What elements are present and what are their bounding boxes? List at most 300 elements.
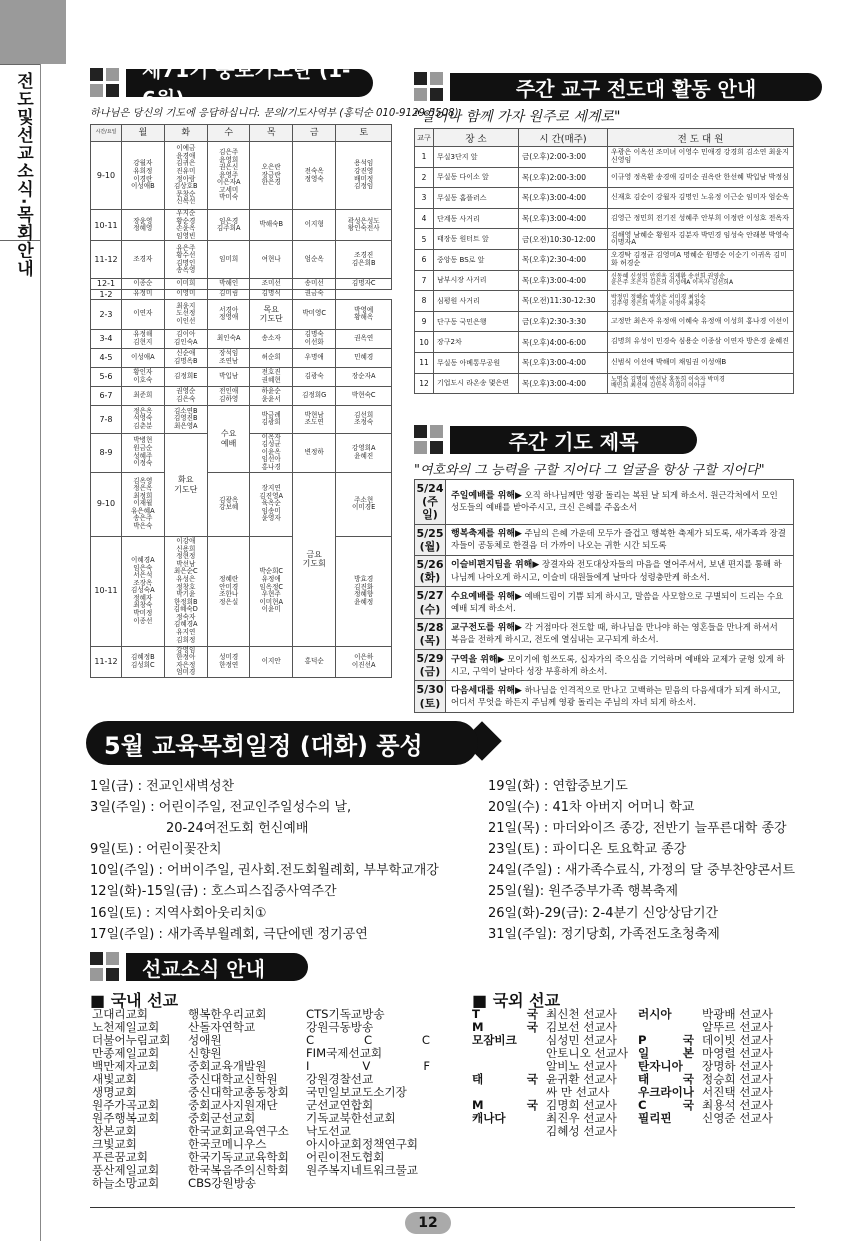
time: 목(오후)3:00-4:00 — [519, 352, 608, 373]
prayer-cell: 최윤지 도선정 이인선 — [164, 299, 207, 329]
prayer-cell: 우명애 — [292, 348, 335, 367]
schedule-item: 24일(주일) : 새가족수료식, 가정의 달 중부찬양콘서트 — [488, 863, 796, 879]
schedule-item: 31일(주일): 정기당회, 가족전도초청축제 — [488, 926, 720, 942]
prayer-cell: 최인숙A — [207, 329, 249, 348]
prayer-cell: 박현남 조도연 — [292, 405, 335, 433]
topic-date — [415, 587, 446, 618]
activity-col-header: 시 간(매주) — [519, 129, 608, 147]
prayer-cell: 박입남 — [207, 367, 249, 386]
activity-title: 주간 교구 전도대 활동 안내 — [450, 73, 822, 101]
topic-body: 오직 하나님께만 영광 돌리는 복된 날 되게 하소서. 원근각처에서 모인 성도들의 예배를 받아주시고, 크신 은혜를 주옵소서 — [451, 490, 778, 513]
schedule-header — [86, 721, 490, 765]
members: 고정만 최은자 유정애 이혜숙 유정애 이성희 홍나경 이선이 — [608, 311, 794, 332]
members: 신재호 김순이 강월자 김명인 노유정 이근순 임미자 엄순옥 — [608, 188, 794, 209]
prayer-cell: 권옥연 — [336, 329, 392, 348]
topic-date-text: 5/25 — [416, 526, 444, 540]
topic-date-text: 5/26 — [416, 557, 444, 571]
prayer-cell: 강영희A 윤혜진 — [336, 433, 392, 472]
prayer-cell: 이예금 윤경애 김귀은 진유미 정아람 김상호B 문창순 신복선 — [164, 142, 207, 210]
activity-row — [415, 249, 794, 270]
topic-row — [415, 618, 794, 649]
prayer-cell: 전호진 권혜현 — [250, 367, 293, 386]
time-slot: 7-8 — [91, 405, 122, 433]
prayer-cell: 엄순옥 — [292, 241, 335, 279]
domestic-list-3 — [306, 1008, 430, 1177]
activity-col-header: 장 소 — [434, 129, 519, 147]
time: 목(오전)11:30-12:30 — [519, 291, 608, 312]
prayer-cell: 김미림 — [207, 289, 249, 299]
activity-row — [415, 167, 794, 188]
topic-head: 수요예배를 위해▶ — [451, 591, 522, 602]
domestic-item: 한국복음주의신학회 — [188, 1163, 289, 1177]
district-number: 2 — [415, 167, 434, 188]
topic-body: 하나님을 인격적으로 만나고 고백하는 믿음의 다음세대가 되게 하시고, 어디서 무엇을 하든지 주님께 영광 돌리는 주님의 자녀 되게 하소서. — [451, 684, 781, 708]
foreign-missionary: 박광배 선교사 — [702, 1007, 773, 1021]
prayer-cell: 하윤순 윤윤서 — [250, 386, 293, 405]
foreign-missionary: 알뚜르 선교사 — [702, 1020, 773, 1034]
domestic-item: 낙도선교 — [306, 1124, 351, 1138]
prayer-table — [90, 124, 392, 678]
members: 노명숙 김명미 박선남 홍동희 이숙자 박미경 배민희 최선애 김민숙 이경미 이아금 — [608, 373, 794, 394]
domestic-item: 어린이전도협회 — [306, 1150, 385, 1164]
topic-content — [446, 650, 794, 681]
domestic-item: 기독교북한선교회 — [306, 1111, 396, 1125]
foreign-list-2 — [638, 1008, 773, 1125]
prayer-cell: 이성애A — [122, 348, 165, 367]
district-number: 1 — [415, 147, 434, 168]
time-slot: 11-12 — [91, 646, 122, 677]
domestic-item: 강원경찰선교 — [306, 1072, 374, 1086]
prayer-cell: 최준희 — [122, 386, 165, 405]
prayer-cell: 성미경 한정연 — [207, 646, 249, 677]
prayer-cell: 유은주 황수선 김명인 송옥영 — [164, 241, 207, 279]
foreign-country: M 국 — [472, 1098, 538, 1112]
domestic-item: 국민일보교도소기장 — [306, 1085, 407, 1099]
foreign-country: 탄자니아 — [638, 1059, 683, 1073]
prayer-row — [91, 241, 392, 279]
prayer-cell: 조경진 김은희B — [336, 241, 392, 279]
foreign-country: T 국 — [472, 1007, 538, 1021]
foreign-country: 태 국 — [638, 1072, 694, 1086]
schedule-item: 17일(주일) : 새가족부월례회, 극단에덴 정기공연 — [90, 926, 368, 942]
topic-date-text: 5/27 — [416, 589, 444, 603]
foreign-country: 우크라이나 — [638, 1085, 694, 1099]
prayer-cell: 이영미 — [164, 289, 207, 299]
schedule-item: 9일(토) : 어린이꽃잔치 — [90, 842, 222, 858]
topic-head: 행복축제를 위해▶ — [451, 529, 522, 539]
prayer-cell: 이혜경A 임은숙 서은석 조장옥 김성숙A 정혜자 최창숙 박미정 이종선 — [122, 536, 165, 646]
foreign-item — [472, 1125, 628, 1138]
topic-body: 각 거점마다 전도할 때, 하나님을 만나야 하는 영혼들을 만나게 하셔서 복음을 전하게 하시고, 전도에 열심내는 교구되게 하소서. — [451, 622, 778, 645]
members: 오경탁 김정균 김영미A 명혜순 원명순 이순기 이귀옥 김미화 허경순 — [608, 249, 794, 270]
topic-head: 다음세대를 위해▶ — [451, 685, 522, 696]
topic-content — [446, 524, 794, 555]
domestic-item: FIM국제선교회 — [306, 1046, 383, 1060]
prayer-cell: 오은란 장금란 한은경 — [250, 142, 293, 210]
prayer-cell: 이은하 이진선A — [336, 646, 392, 677]
topic-head: 이슬비편지팀을 위해▶ — [451, 560, 540, 571]
prayer-row — [91, 348, 392, 367]
location: 심평원 사거리 — [434, 291, 519, 312]
side-divider — [40, 64, 41, 1241]
prayer-cell: 방효경 김진화 정혜향 윤혜정 — [336, 536, 392, 646]
prayer-cell: 허순희 — [250, 348, 293, 367]
topic-day-text: (금) — [419, 665, 441, 679]
prayer-cell: 장윤영 정혜영 — [122, 210, 165, 241]
time: 금(오전)10:30-12:00 — [519, 229, 608, 250]
domestic-item: 더불어누림교회 — [92, 1033, 171, 1047]
time-slot: 8-9 — [91, 433, 122, 472]
activity-table — [414, 128, 794, 394]
side-tab-label: 전도및선교소식·목회안내 — [13, 72, 33, 278]
domestic-item: 푸른꿈교회 — [92, 1150, 148, 1164]
prayer-cell: 이미희 — [164, 279, 207, 289]
domestic-item: 풍산제일교회 — [92, 1163, 160, 1177]
prayer-row — [91, 279, 392, 289]
prayer-cell: 강영임 한정아 자은정 엄미경 — [164, 646, 207, 677]
time: 금(오후)2:00-3:00 — [519, 147, 608, 168]
time: 목(오후)4:00-6:00 — [519, 332, 608, 353]
topic-day-text: (주일) — [422, 495, 438, 522]
activity-row — [415, 188, 794, 209]
time: 목(오후)3:00-4:00 — [519, 188, 608, 209]
prayer-cell: 이연자 — [122, 299, 165, 329]
topic-content — [446, 681, 794, 712]
prayer-cell: 김이아 김인숙A — [164, 329, 207, 348]
time: 목(오후)2:00-3:00 — [519, 167, 608, 188]
prayer-cell: 우지순 황순경 손윤옥 임영빈 — [164, 210, 207, 241]
district-number: 8 — [415, 291, 434, 312]
prayer-cell: 임은경 김주희A — [207, 210, 249, 241]
header-squares-icon — [90, 68, 120, 98]
page-number: 12 — [405, 1212, 451, 1234]
location: 무실3단지 앞 — [434, 147, 519, 168]
domestic-item: 크빛교회 — [92, 1137, 137, 1151]
foreign-missionary: 장명하 선교사 — [702, 1059, 773, 1073]
foreign-country: P 국 — [638, 1033, 694, 1047]
topic-body: 모이기에 힘쓰도록, 십자가의 죽으심을 기억하며 예배와 교제가 균형 있게 하시고, 구역이 날마다 성장 부흥하게 하소서. — [451, 653, 785, 676]
prayer-cell: 김은주 윤영희 권은신 윤영주 이은자A 고세미 박미숙 — [207, 142, 249, 210]
location: 기업도시 라온송 몇은편 — [434, 373, 519, 394]
foreign-missionary: 김혜성 선교사 — [546, 1124, 617, 1138]
location: 중앙동 BS로 앞 — [434, 249, 519, 270]
prayer-cell: 서경아 정영애 — [207, 299, 249, 329]
prayer-cell: 박해숙B — [250, 210, 293, 241]
foreign-missionary: 알비노 선교사 — [546, 1059, 617, 1073]
merged-tuesday: 화요 기도단 — [164, 433, 207, 536]
foreign-country: M 국 — [472, 1020, 538, 1034]
prayer-cell: 목요 기도단 — [250, 299, 293, 329]
prayer-header — [90, 58, 373, 111]
members: 김영근 정민희 전기진 성혜주 안부희 이정란 이성호 전옥자 — [608, 208, 794, 229]
time-slot: 6-7 — [91, 386, 122, 405]
prayer-cell: 박순희C 유정애 임옥정C 우현주 이미현A 이윤미 — [250, 536, 293, 646]
prayer-cell: 이지안 — [250, 646, 293, 677]
domestic-item: 노천제일교회 — [92, 1020, 160, 1034]
time: 목(오후)3:00-4:00 — [519, 270, 608, 291]
prayer-cell: 이종순 — [122, 279, 165, 289]
domestic-item: 중신대학교총동창회 — [188, 1085, 289, 1099]
time-slot: 10-11 — [91, 536, 122, 646]
foreign-country: 태 국 — [472, 1072, 538, 1086]
location: 무실동 아베통무공원 — [434, 352, 519, 373]
prayer-title: 제71기 중보기도단 (1-6월) — [126, 69, 373, 97]
topic-day-text: (목) — [419, 633, 441, 647]
time-slot: 9-10 — [91, 472, 122, 536]
prayer-cell: 전인애 김하영 — [207, 386, 249, 405]
topic-date — [415, 480, 446, 525]
prayer-subtitle: 하나님은 당신의 기도에 응답하십니다. 문의/기도사역부 (홍덕순 010-9129-5508) — [90, 108, 459, 119]
time: 금(오후)2:30-3:30 — [519, 311, 608, 332]
prayer-cell: 황인자 이호숙 — [122, 367, 165, 386]
merged-wednesday: 수요 예배 — [207, 405, 249, 472]
topic-head: 교구전도를 위해▶ — [451, 623, 522, 634]
members: 김해영 남혜순 황원자 김분자 박민경 임성숙 안래봉 박영숙 이명자A — [608, 229, 794, 250]
prayer-cell: 권영순 김은숙 — [164, 386, 207, 405]
mission-title: 선교소식 안내 — [126, 953, 308, 981]
activity-row — [415, 332, 794, 353]
activity-row — [415, 229, 794, 250]
prayer-cell: 용석임 강진영 배미정 김정임 — [336, 142, 392, 210]
activity-row — [415, 291, 794, 312]
domestic-list-2 — [188, 1008, 294, 1190]
prayer-cell: 김명식 — [250, 289, 293, 299]
foreign-country — [472, 1047, 538, 1060]
schedule-item: 12일(화)-15일(금) : 호스피스집중사역주간 — [90, 884, 337, 900]
prayer-cell: 송소자 — [250, 329, 293, 348]
day-header: 토 — [336, 125, 392, 142]
prayer-cell: 주소현 이미경E — [336, 472, 392, 536]
schedule-item: 21일(목) : 마더와이즈 종강, 전반기 늘푸른대학 종강 — [488, 821, 787, 837]
prayer-cell: 김명숙 이선화 — [292, 329, 335, 348]
foreign-missionary: 최진우 선교사 — [546, 1111, 617, 1125]
topic-date — [415, 650, 446, 681]
foreign-missionary: 신영준 선교사 — [702, 1111, 773, 1125]
prayer-cell: 김정희E — [164, 367, 207, 386]
prayer-cell: 정혜란 안미경 조한나 정은실 — [207, 536, 249, 646]
topic-date-text: 5/29 — [416, 652, 444, 666]
domestic-item: 생명교회 — [92, 1085, 137, 1099]
domestic-item: 성애원 — [188, 1033, 222, 1047]
side-tab — [0, 0, 66, 1241]
domestic-item: 만종제일교회 — [92, 1046, 160, 1060]
domestic-item: 신향원 — [188, 1046, 222, 1060]
foreign-missionary: 심성민 선교사 — [546, 1033, 617, 1047]
location: 태장동 원터트 앞 — [434, 229, 519, 250]
domestic-item: 한국코메니우스 — [188, 1137, 267, 1151]
domestic-item: 한국기독교교육학회 — [188, 1150, 289, 1164]
topic-row — [415, 555, 794, 586]
prayer-row — [91, 329, 392, 348]
prayer-row — [91, 536, 392, 646]
schedule-item: 25일(월): 원주중부가족 행복축제 — [488, 884, 679, 900]
members: 신범식 이선애 박해미 채임권 이성애B — [608, 352, 794, 373]
domestic-item: C C C — [306, 1033, 430, 1047]
prayer-cell: 전숙옥 정영숙 — [292, 142, 335, 210]
prayer-row — [91, 299, 392, 329]
foreign-list-1 — [472, 1008, 628, 1138]
topic-row — [415, 650, 794, 681]
domestic-item: CBS강원방송 — [188, 1176, 257, 1190]
topic-content — [446, 587, 794, 618]
domestic-item: 창본교회 — [92, 1124, 137, 1138]
prayer-cell: 장석임 조연남 — [207, 348, 249, 367]
domestic-item: CTS기독교방송 — [306, 1007, 385, 1021]
domestic-item: 중회교육개발원 — [188, 1059, 267, 1073]
prayer-cell: 조미선 — [250, 279, 293, 289]
domestic-item: 중회교사지원재단 — [188, 1098, 278, 1112]
topic-head: 구역을 위해▶ — [451, 654, 505, 665]
domestic-item: 산돌자연학교 — [188, 1020, 256, 1034]
prayer-cell: 김명자C — [336, 279, 392, 289]
domestic-item: 강원극동방송 — [306, 1020, 374, 1034]
prayer-corner: 시간/요일 — [91, 125, 122, 142]
activity-col-header: 전 도 대 원 — [608, 129, 794, 147]
time-slot: 9-10 — [91, 142, 122, 210]
topic-day-text: (월) — [419, 539, 441, 553]
district-number: 11 — [415, 352, 434, 373]
foreign-missionary: 최용석 선교사 — [702, 1098, 773, 1112]
domestic-item: 아시아교회정책연구회 — [306, 1137, 418, 1151]
header-squares-icon — [414, 425, 444, 455]
schedule-left — [90, 776, 439, 945]
district-number: 4 — [415, 208, 434, 229]
prayer-cell: 김광숙 — [292, 367, 335, 386]
topic-date — [415, 681, 446, 712]
activity-row — [415, 352, 794, 373]
day-header: 화 — [164, 125, 207, 142]
topics-header — [414, 425, 697, 455]
prayer-cell: 김옥영 정은옥 최정희 이재월 유은혜A 송은주 박은숙 — [122, 472, 165, 536]
foreign-country: 러시아 — [638, 1007, 672, 1021]
foreign-country — [472, 1125, 538, 1138]
location: 남부시장 사거리 — [434, 270, 519, 291]
schedule-item: 19일(화) : 연합중보기도 — [488, 779, 628, 794]
foreign-missionary: 김보선 선교사 — [546, 1020, 617, 1034]
topic-row — [415, 587, 794, 618]
members: 김명희 유성이 민경숙 심용순 이종삼 이연자 방은경 윤혜진 — [608, 332, 794, 353]
domestic-item: 고대리교회 — [92, 1007, 148, 1021]
domestic-list-1 — [92, 1008, 178, 1190]
district-number: 9 — [415, 311, 434, 332]
foreign-missionary: 데이빗 선교사 — [702, 1033, 773, 1047]
domestic-item: 백만제자교회 — [92, 1059, 160, 1073]
prayer-cell: 이강애 신용희 정현정 박선남 최은순C 유성은 정창호 박기윤 한정희B 김혜숙D 정숙자 김혜경A 유지연 김희정 — [164, 536, 207, 646]
topic-day-text: (토) — [419, 696, 441, 710]
foreign-country: 필리핀 — [638, 1111, 672, 1125]
domestic-title: ■ 국내 선교 — [90, 991, 179, 1010]
topic-body: 예배드림이 기쁨 되게 하시고, 말씀을 사모함으로 구별되이 드리는 수요예배 되게 하소서. — [451, 590, 784, 613]
district-number: 10 — [415, 332, 434, 353]
prayer-row — [91, 367, 392, 386]
domestic-item: I V F — [306, 1059, 430, 1073]
prayer-row — [91, 386, 392, 405]
prayer-row — [91, 405, 392, 433]
header-squares-icon — [414, 72, 444, 102]
prayer-cell: 박금례 김광희 — [250, 405, 293, 433]
prayer-cell: 박해인 — [207, 279, 249, 289]
header-squares-icon — [90, 952, 120, 982]
topic-row — [415, 524, 794, 555]
domestic-item: 군선교연합회 — [306, 1098, 374, 1112]
topic-date — [415, 618, 446, 649]
foreign-item — [638, 1112, 773, 1125]
foreign-missionary: 안토니오 선교사 — [546, 1046, 629, 1060]
domestic-item: 원주복지네트워크물교 — [306, 1163, 418, 1177]
topic-body: 장결자와 전도대상자들의 마음을 열어주셔서, 보낸 편지를 통해 하나님께 나아오게 하시고, 이슬비 대원들에게 날마다 성령충만케 하소서. — [451, 559, 782, 582]
prayer-cell: 박영예 황해옥 — [336, 299, 392, 329]
prayer-cell: 박병현 원금순 성혜주 이정숙 — [122, 433, 165, 472]
schedule-item: 10일(주일) : 어버이주일, 권사회.전도회월례회, 부부학교개강 — [90, 863, 439, 879]
prayer-cell: 조경자 — [122, 241, 165, 279]
time-slot: 2-3 — [91, 299, 122, 329]
prayer-row — [91, 472, 392, 536]
schedule-item: 26일(화)-29(금): 2-4분기 신앙상담기간 — [488, 905, 719, 921]
mission-header — [90, 952, 308, 982]
prayer-row — [91, 142, 392, 210]
foreign-missionary: 윤귀환 선교사 — [546, 1072, 617, 1086]
schedule-item: 23일(토) : 파이디온 토요학교 종강 — [488, 842, 687, 858]
topic-date — [415, 524, 446, 555]
domestic-item: 원주가곡교회 — [92, 1098, 160, 1112]
time: 목(오후)2:30-4:00 — [519, 249, 608, 270]
domestic-item: 새빛교회 — [92, 1072, 137, 1086]
schedule-item: 20일(수) : 41차 아버지 어머니 학교 — [488, 800, 695, 816]
schedule-right — [488, 776, 795, 945]
location: 장구2차 — [434, 332, 519, 353]
prayer-cell: 강월자 유희정 이경란 이성애B — [122, 142, 165, 210]
location: 단구동 국민은행 — [434, 311, 519, 332]
foreign-missionary: 최신천 선교사 — [546, 1007, 617, 1021]
time-slot: 1-2 — [91, 289, 122, 299]
side-tab-band — [0, 0, 66, 64]
foreign-missionary: 김명희 선교사 — [546, 1098, 617, 1112]
foreign-country: 일 본 — [638, 1046, 694, 1060]
prayer-cell: 김선희 조정숙 — [336, 405, 392, 433]
location: 단계동 사거리 — [434, 208, 519, 229]
time: 목(오후)3:00-4:00 — [519, 373, 608, 394]
schedule-item: 20-24여전도회 헌신예배 — [166, 821, 309, 837]
prayer-cell: 신순애 김명옥B — [164, 348, 207, 367]
domestic-item: 중회군선교회 — [188, 1111, 256, 1125]
members: 우광은 이옥선 조미녀 이영수 민애경 강경희 김소연 최윤지 신영임 — [608, 147, 794, 168]
friday-prayer: 금요 기도회 — [292, 472, 335, 646]
prayer-cell: 이지형 — [292, 210, 335, 241]
prayer-cell: 임미희 — [207, 241, 249, 279]
prayer-cell: 홍덕순 — [292, 646, 335, 677]
location: 무실동 다이소 앞 — [434, 167, 519, 188]
prayer-cell: 권금숙 — [292, 289, 335, 299]
topic-content — [446, 480, 794, 525]
topic-row — [415, 681, 794, 712]
prayer-cell: 김정희G — [292, 386, 335, 405]
topic-day-text: (화) — [419, 571, 441, 585]
district-number: 12 — [415, 373, 434, 394]
foreign-country: C 국 — [638, 1098, 694, 1112]
topic-row — [415, 480, 794, 525]
district-number: 7 — [415, 270, 434, 291]
activity-row — [415, 373, 794, 394]
day-header: 금 — [292, 125, 335, 142]
topic-head: 주일예배를 위해▶ — [451, 491, 522, 502]
topic-date-text: 5/28 — [416, 620, 444, 634]
topic-body: 주님의 은혜 가운데 모두가 즐겁고 행복한 축제가 되도록, 새가족과 장결자들이 공동체로 한결음 더 가까이 나오는 귀한 시간 되도록 — [451, 528, 786, 551]
prayer-cell: 유정해 김현지 — [122, 329, 165, 348]
topics-title: 주간 기도 제목 — [450, 426, 697, 454]
schedule-item: 16일(토) : 지역사회아웃리치① — [90, 905, 267, 921]
foreign-missionary: 마영렬 선교사 — [702, 1046, 773, 1060]
time-slot: 3-4 — [91, 329, 122, 348]
